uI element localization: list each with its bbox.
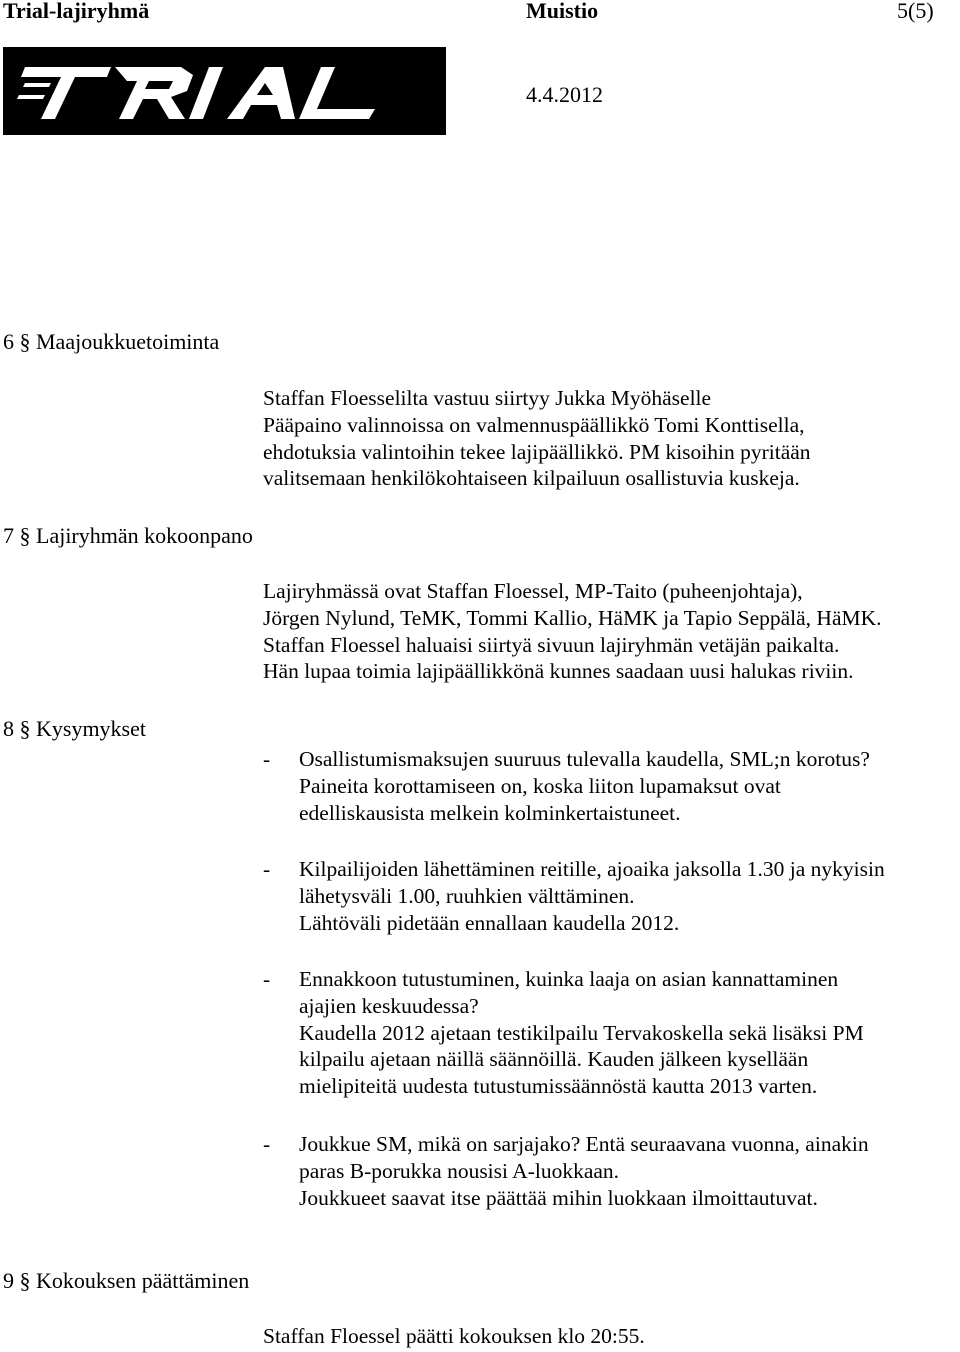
section-9-label: 9 § Kokouksen päättäminen: [3, 1268, 250, 1293]
text-line: ajajien keskuudessa?: [299, 993, 479, 1018]
text-line: Joukkueet saavat itse päättää mihin luokkaan ilmoittautuvat.: [299, 1185, 818, 1210]
text-line: valitsemaan henkilökohtaiseen kilpailuun osallistuvia kuskeja.: [263, 466, 800, 491]
text-line: Staffan Floessel haluaisi siirtyä sivuun lajiryhmän vetäjän paikalta.: [263, 632, 840, 657]
document-date: 4.4.2012: [526, 82, 603, 107]
text-line: Ennakkoon tutustuminen, kuinka laaja on asian kannattaminen: [299, 967, 839, 991]
text-line: Kilpailijoiden lähettäminen reitille, ajoaika jaksolla 1.30 ja nykyisin: [299, 857, 885, 881]
section-6-text: [263, 385, 811, 492]
text-line: Pääpaino valinnoissa on valmennuspäällikkö Tomi Konttisella,: [263, 412, 805, 437]
text-line: ehdotuksia valintoihin tekee lajipäällikkö. PM kisoihin pyritään: [263, 439, 811, 464]
trial-logo: [3, 47, 446, 135]
section-6-label: 6 § Maajoukkuetoiminta: [3, 329, 220, 354]
section-7-text: [263, 578, 882, 685]
section-7-label: 7 § Lajiryhmän kokoonpano: [3, 523, 253, 548]
text-line: mielipiteitä uudesta tutustumissäännöstä kautta 2013 varten.: [299, 1074, 818, 1099]
bullet-dash: -: [263, 857, 271, 881]
section-9-text: Staffan Floessel päätti kokouksen klo 20:55.: [263, 1324, 645, 1348]
text-line: Kaudella 2012 ajetaan testikilpailu Tervakoskella sekä lisäksi PM: [299, 1020, 864, 1045]
document-type: Muistio: [526, 0, 599, 23]
text-line: Paineita korottamiseen on, koska liiton lupamaksut ovat: [299, 773, 781, 798]
text-line: Hän lupaa toimia lajipäällikkönä kunnes saadaan uusi halukas riviin.: [263, 659, 854, 684]
text-line: Lähtöväli pidetään ennallaan kaudella 2012.: [299, 910, 680, 935]
bullet-dash: -: [263, 967, 271, 991]
text-line: Lajiryhmässä ovat Staffan Floessel, MP-Taito (puheenjohtaja),: [263, 579, 803, 603]
section-8-label: 8 § Kysymykset: [3, 716, 146, 741]
text-line: kilpailu ajetaan näillä säännöillä. Kauden jälkeen kysellään: [299, 1047, 809, 1072]
text-line: paras B-porukka nousisi A-luokkaan.: [299, 1158, 620, 1183]
text-line: edelliskausista melkein kolminkertaistuneet.: [299, 800, 681, 825]
text-line: lähetysväli 1.00, ruuhkien välttäminen.: [299, 883, 635, 908]
text-line: Staffan Floesselilta vastuu siirtyy Jukka Myöhäselle: [263, 386, 712, 410]
document-title: Trial-lajiryhmä: [3, 0, 150, 23]
bullet-dash: -: [263, 747, 271, 771]
text-line: Osallistumismaksujen suuruus tulevalla kaudella, SML;n korotus?: [299, 747, 870, 771]
text-line: Jörgen Nylund, TeMK, Tommi Kallio, HäMK ja Tapio Seppälä, HäMK.: [263, 605, 882, 630]
bullet-dash: -: [263, 1132, 271, 1156]
page-number: 5(5): [897, 0, 934, 23]
text-line: Joukkue SM, mikä on sarjajako? Entä seuraavana vuonna, ainakin: [299, 1132, 869, 1156]
